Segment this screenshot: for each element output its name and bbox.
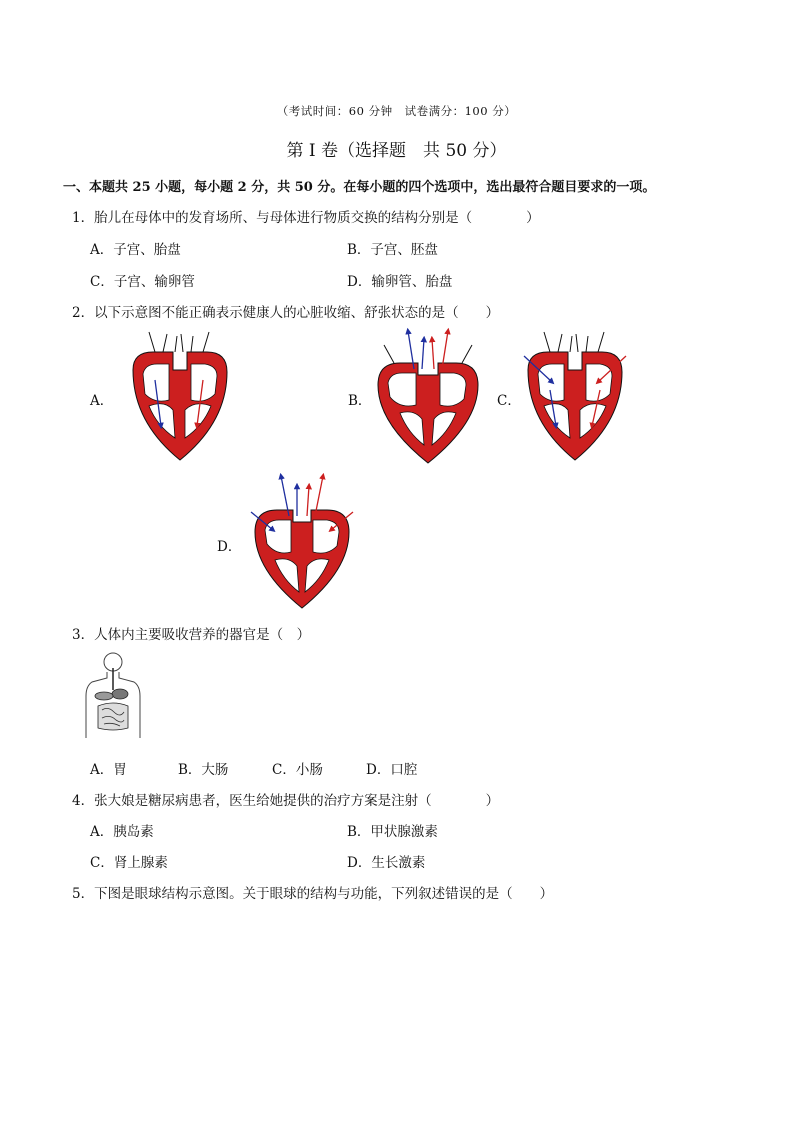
volume-title: 第 I 卷（选择题 共 50 分） [286,141,507,161]
q3-option-c[interactable]: C．小肠 [272,762,323,778]
q2-option-d-label[interactable]: D． [217,539,242,555]
exam-meta: （考试时间：60 分钟 试卷满分：100 分） [276,104,517,118]
q3-option-a[interactable]: A．胃 [90,762,127,778]
q1-option-c[interactable]: C．子宫、输卵管 [90,274,195,290]
question-5-stem: 5．下图是眼球结构示意图。关于眼球的结构与功能，下列叙述错误的是（ ） [72,886,554,902]
q4-option-d[interactable]: D．生长激素 [347,855,426,871]
q2-option-c-label[interactable]: C． [497,393,521,409]
q2-option-b-label[interactable]: B． [348,393,372,409]
q1-option-d[interactable]: D．输卵管、胎盘 [347,274,453,290]
heart-diagram-c [520,330,630,465]
q4-option-c[interactable]: C．肾上腺素 [90,855,168,871]
heart-diagram-a [125,330,235,465]
question-1-stem: 1．胎儿在母体中的发育场所、与母体进行物质交换的结构分别是（ ） [72,210,540,226]
q2-option-a-label[interactable]: A． [90,393,114,409]
section-heading: 一、本题共 25 小题，每小题 2 分，共 50 分。在每小题的四个选项中，选出最符合题目要求的一项。 [63,180,656,195]
question-3-stem: 3．人体内主要吸收营养的器官是（ ） [72,627,311,643]
q3-option-b[interactable]: B．大肠 [178,762,229,778]
digestive-system-diagram [80,650,146,740]
q3-option-d[interactable]: D．口腔 [366,762,418,778]
heart-diagram-d [247,472,357,612]
heart-diagram-b [368,327,488,467]
q4-option-a[interactable]: A．胰岛素 [90,824,154,840]
q1-option-a[interactable]: A．子宫、胎盘 [90,242,181,258]
q1-option-b[interactable]: B．子宫、胚盘 [347,242,438,258]
question-4-stem: 4．张大娘是糖尿病患者，医生给她提供的治疗方案是注射（ ） [72,793,500,809]
q4-option-b[interactable]: B．甲状腺激素 [347,824,438,840]
question-2-stem: 2．以下示意图不能正确表示健康人的心脏收缩、舒张状态的是（ ） [72,305,500,321]
